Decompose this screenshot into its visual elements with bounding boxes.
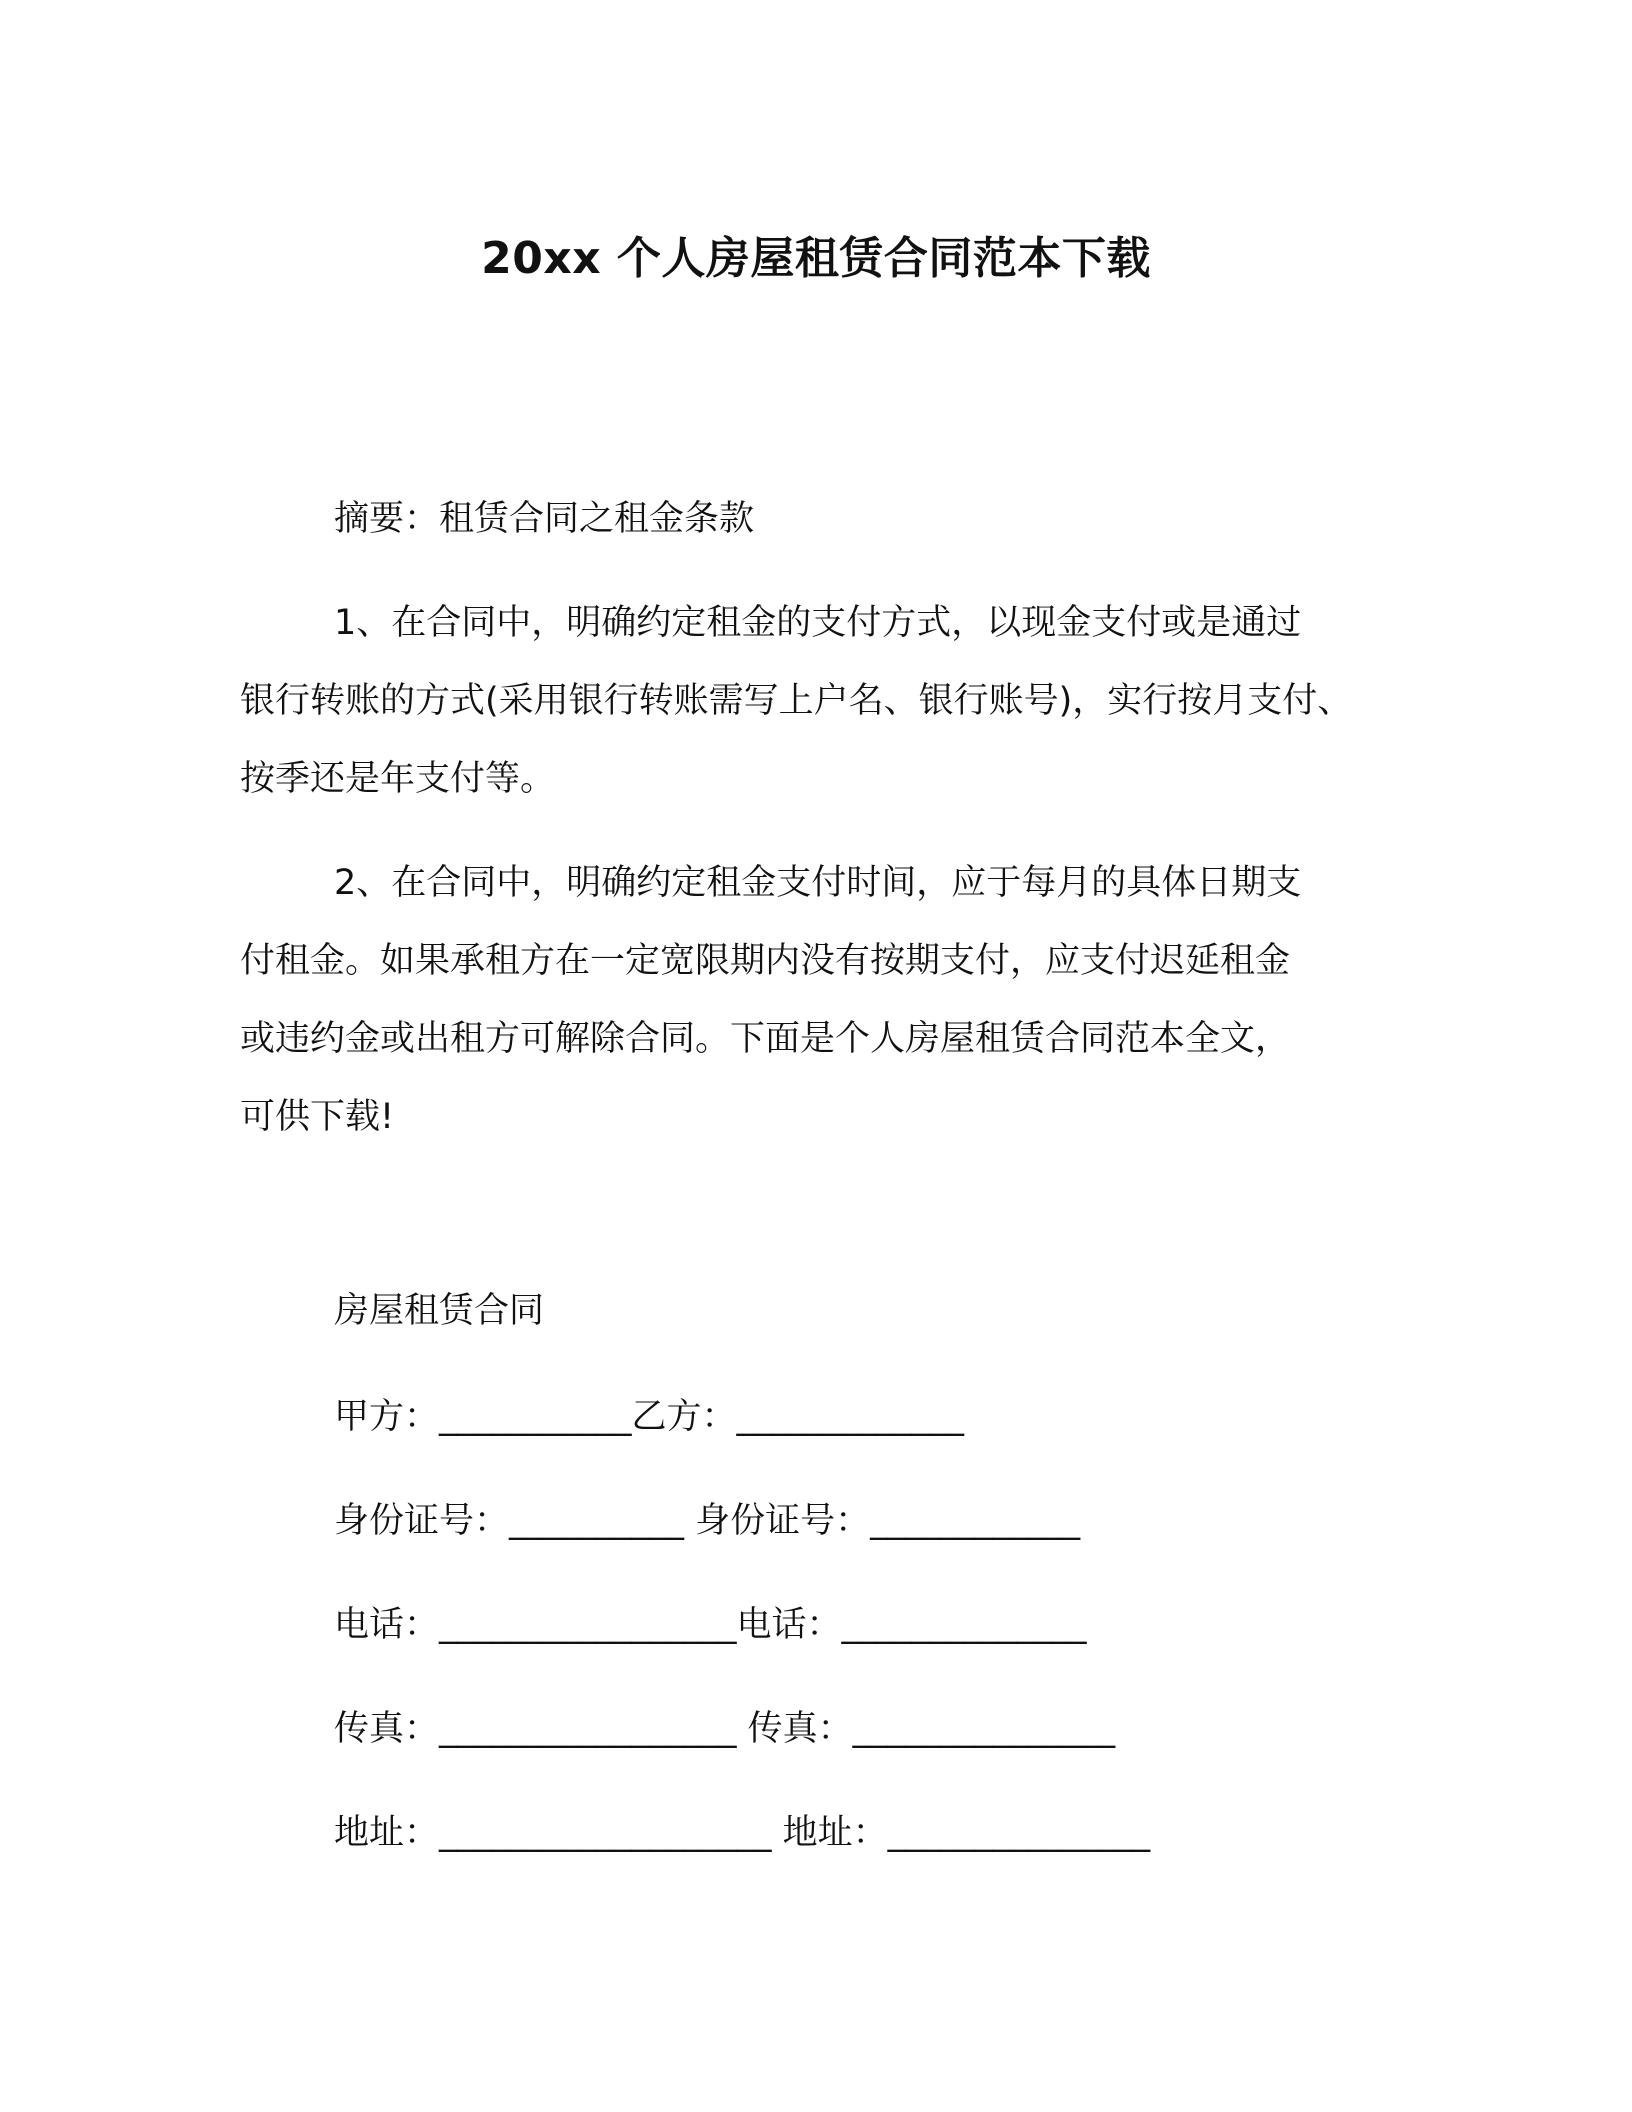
paragraph-2-line-2: 付租金。如果承租方在一定宽限期内没有按期支付，应支付迟延租金 [240, 941, 1291, 981]
paragraph-1-line-1: 1、在合同中，明确约定租金的支付方式，以现金支付或是通过 [334, 603, 1302, 643]
paragraph-2 [240, 844, 1410, 1156]
paragraph-1-line-2: 银行转账的方式(采用银行转账需写上户名、银行账号)，实行按月支付、 [240, 681, 1353, 721]
id-number-field-row: 身份证号：__________ 身份证号：____________ [334, 1501, 1081, 1541]
fax-field-row: 传真：_________________ 传真：_______________ [334, 1709, 1116, 1749]
address-field-row: 地址：___________________ 地址：_______________ [334, 1813, 1151, 1853]
summary-line: 摘要：租赁合同之租金条款 [334, 499, 755, 539]
paragraph-2-line-4: 可供下载! [240, 1097, 395, 1137]
paragraph-2-line-1: 2、在合同中，明确约定租金支付时间，应于每月的具体日期支 [334, 863, 1302, 903]
phone-field-row: 电话：_________________电话：______________ [334, 1605, 1087, 1645]
summary-block [240, 480, 1410, 558]
paragraph-1 [240, 584, 1410, 818]
contract-heading-block [240, 1272, 1410, 1350]
party-field-row: 甲方：___________乙方：_____________ [334, 1397, 965, 1437]
contract-heading: 房屋租赁合同 [334, 1291, 545, 1331]
paragraph-2-line-3: 或违约金或出租方可解除合同。下面是个人房屋租赁合同范本全文， [240, 1019, 1291, 1059]
paragraph-1-line-3: 按季还是年支付等。 [240, 759, 556, 799]
document-title: 20xx 个人房屋租赁合同范本下载 [481, 233, 1151, 284]
